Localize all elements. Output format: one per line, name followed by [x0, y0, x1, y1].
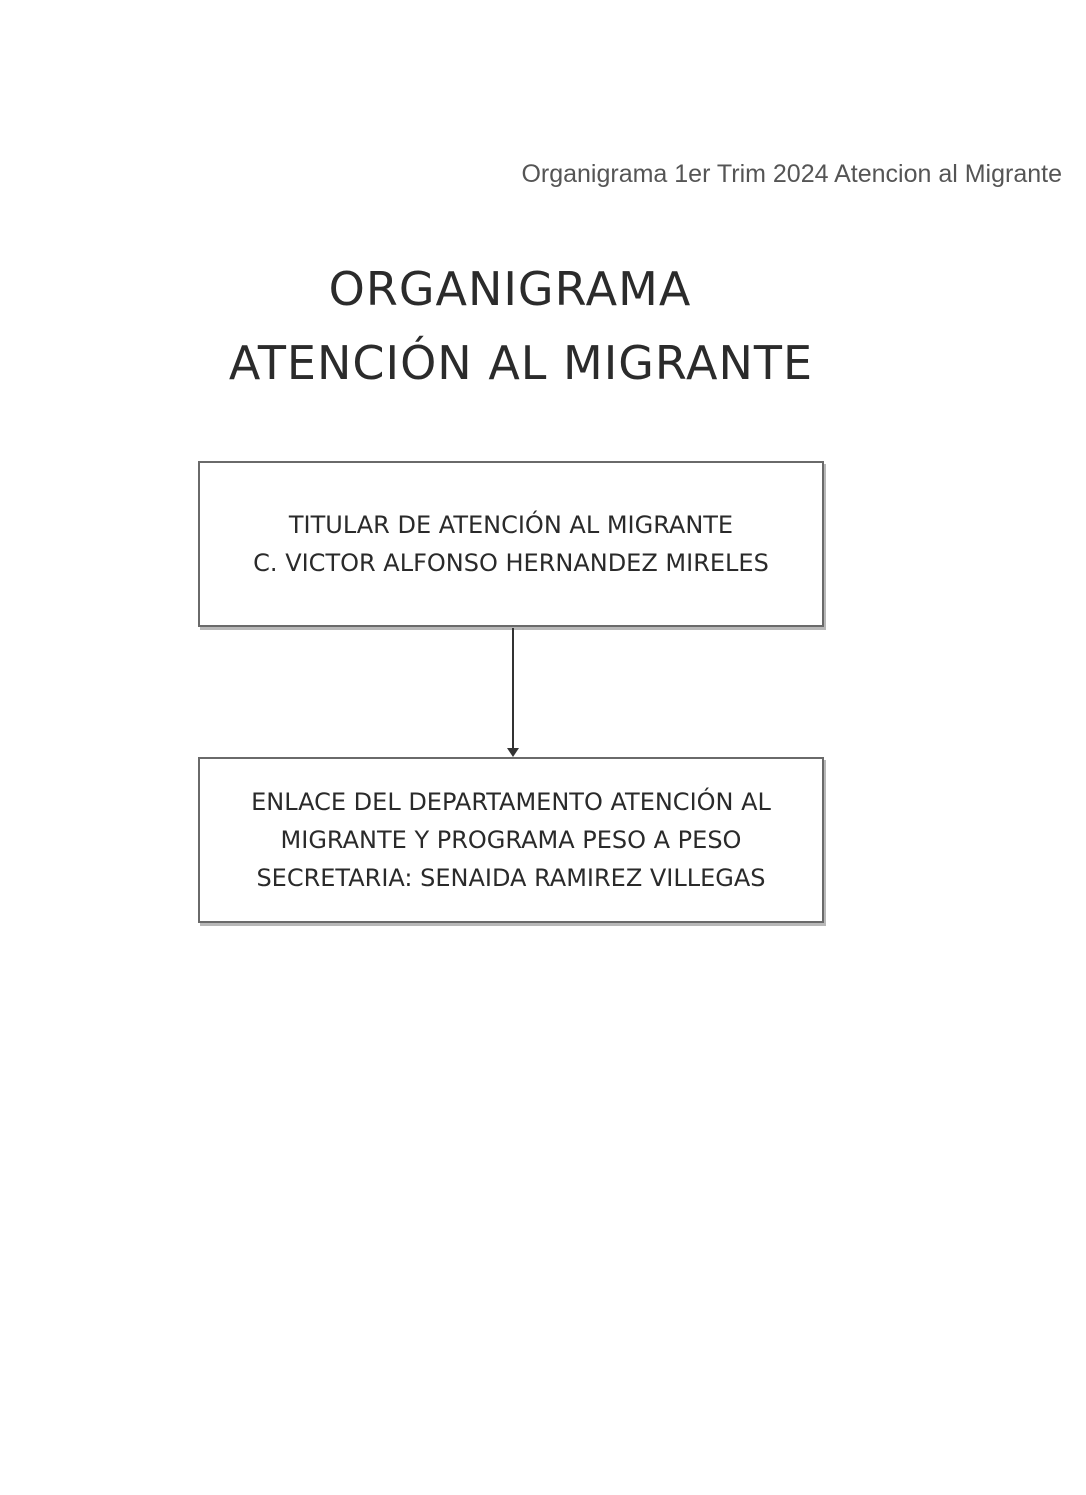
- chart-title-line-1: ORGANIGRAMA: [328, 262, 692, 316]
- org-node-enlace: [198, 757, 824, 923]
- org-node-enlace-role-2: MIGRANTE Y PROGRAMA PESO A PESO: [280, 826, 742, 854]
- document-header-note: Organigrama 1er Trim 2024 Atencion al Migrante: [521, 160, 1062, 188]
- chart-title-line-2: ATENCIÓN AL MIGRANTE: [228, 336, 814, 390]
- org-node-titular-role: TITULAR DE ATENCIÓN AL MIGRANTE: [288, 511, 734, 539]
- org-node-titular-name: C. VICTOR ALFONSO HERNANDEZ MIRELES: [253, 549, 769, 577]
- org-node-enlace-name: SECRETARIA: SENAIDA RAMIREZ VILLEGAS: [256, 864, 766, 892]
- arrowhead-icon: [507, 748, 519, 757]
- org-node-enlace-role-1: ENLACE DEL DEPARTAMENTO ATENCIÓN AL: [251, 788, 771, 816]
